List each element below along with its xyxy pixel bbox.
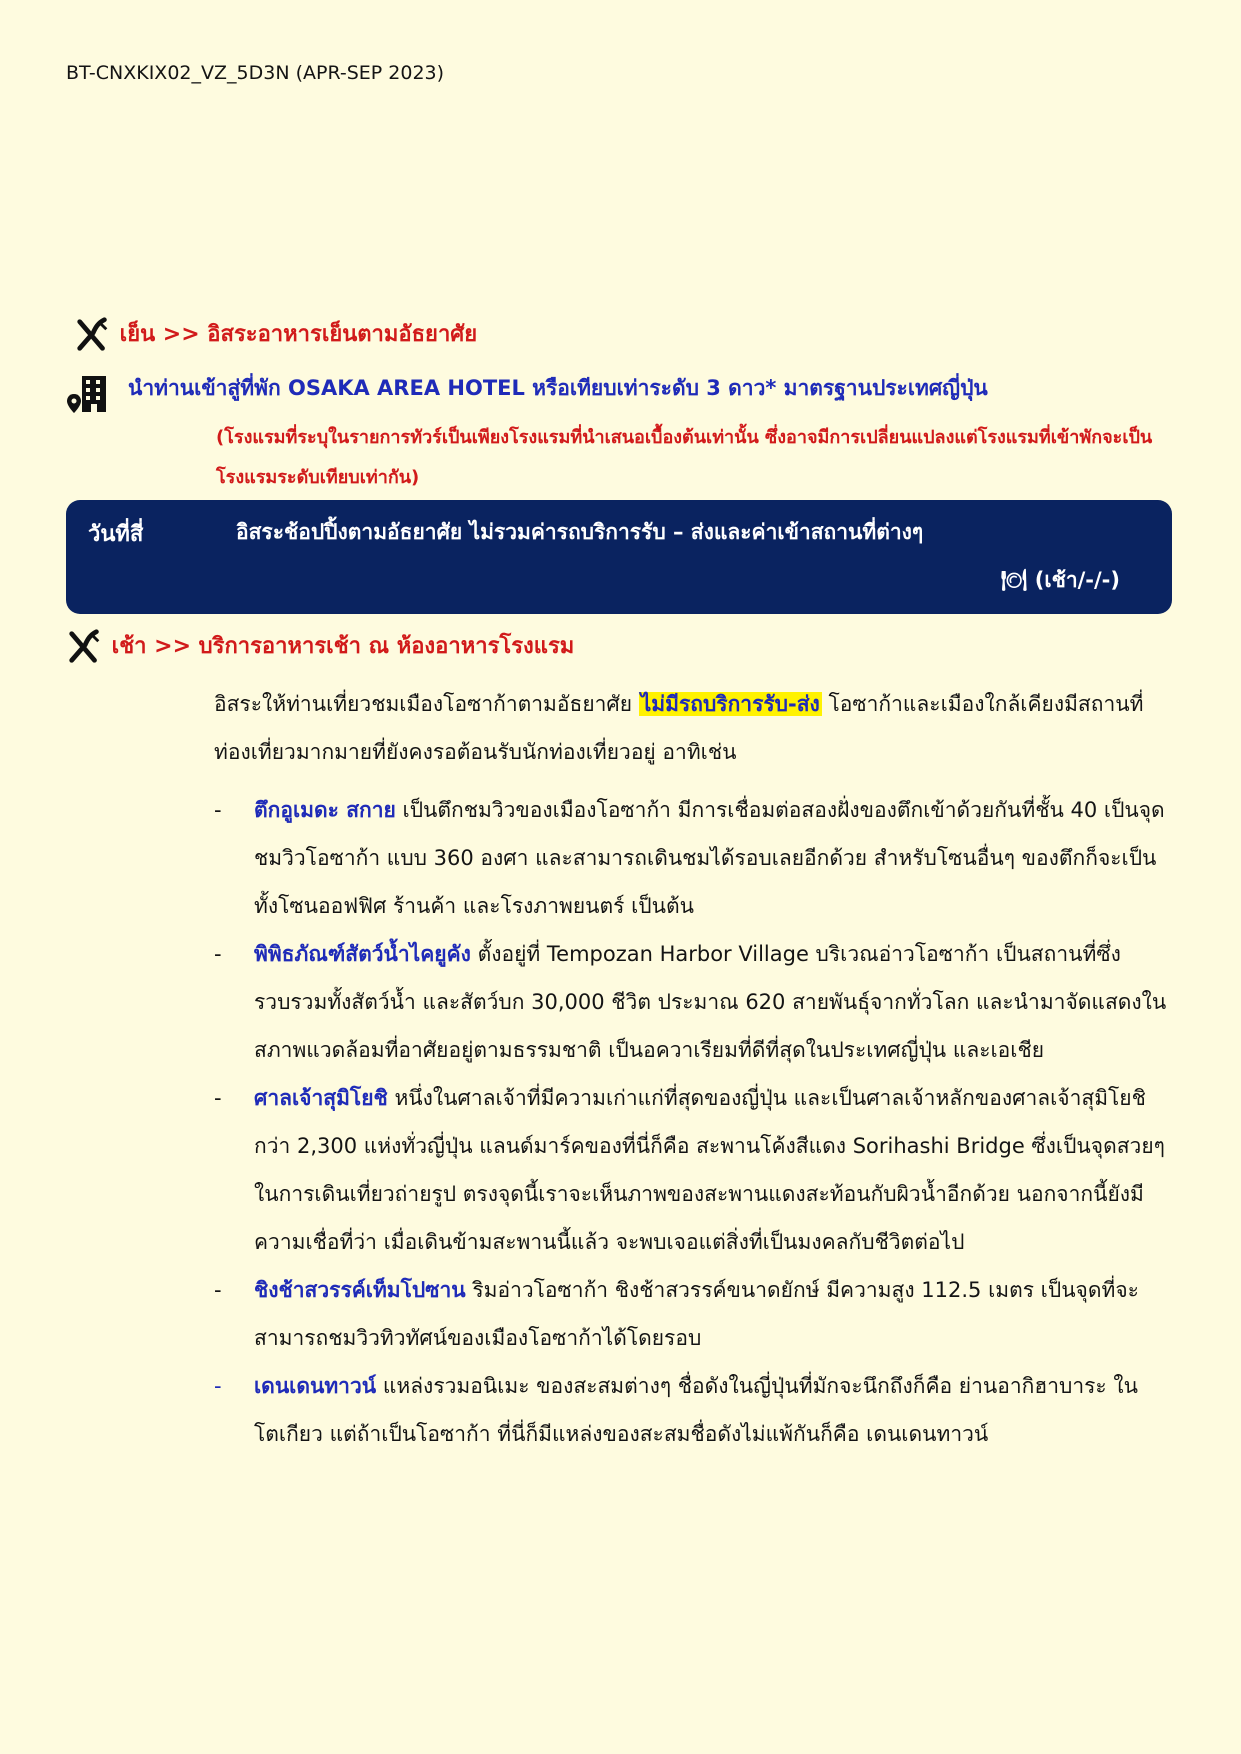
- bullet-dash: -: [214, 1086, 222, 1110]
- place-name: ชิงช้าสวรรค์เท็มโปซาน: [254, 1278, 466, 1302]
- tour-code: BT-CNXKIX02_VZ_5D3N (APR-SEP 2023): [66, 62, 445, 84]
- place-name: ศาลเจ้าสุมิโยชิ: [254, 1086, 388, 1110]
- day-label: วันที่สี่: [88, 522, 144, 547]
- place-desc: ริมอ่าวโอซาก้า ชิงช้าสวรรค์ขนาดยักษ์ มีความสูง 112.5 เมตร เป็นจุดที่จะสามารถชมวิวทิวทัศน์ของเมืองโอซาก้าได้โดยรอบ: [254, 1278, 1139, 1350]
- breakfast-line: [66, 628, 574, 666]
- place-name: เดนเดนทาวน์: [254, 1374, 377, 1398]
- place-desc: ตั้งอยู่ที่ Tempozan Harbor Village บริเวณอ่าวโอซาก้า เป็นสถานที่ซึ่งรวบรวมทั้งสัตว์น้ำ และสัตว์บก 30,000 ชีวิต ประมาณ 620 สายพันธุ์จากทั่วโลก และนำมาจัดแสดงในสภาพแวดล้อมที่อาศัยอยู่ตามธรรมชาติ เป็นอควาเรียมที่ดีที่สุดในประเทศญี่ปุ่น และเอเชีย: [254, 942, 1167, 1062]
- bullet-dash: -: [214, 1278, 222, 1302]
- day-meals: [1001, 564, 1120, 597]
- dinner-line: [74, 316, 477, 354]
- fork-knife-icon: [66, 628, 104, 666]
- hotel-note: (โรงแรมที่ระบุในรายการทัวร์เป็นเพียงโรงแรมที่นำเสนอเบื้องต้นเท่านั้น ซึ่งอาจมีการเปลี่ยนแปลงแต่โรงแรมที่เข้าพักจะเป็นโรงแรมระดับเทียบเท่ากัน): [216, 427, 1153, 488]
- place-name: พิพิธภัณฑ์สัตว์น้ำไคยูคัง: [254, 942, 471, 966]
- bullet-dash: -: [214, 1374, 222, 1398]
- bullet-dash: -: [214, 798, 222, 822]
- day-meals-text: (เช้า/-/-): [1034, 568, 1120, 592]
- day-header-bar: [66, 500, 1172, 614]
- place-name: ตึกอูเมดะ สกาย: [254, 798, 396, 822]
- day-title: อิสระช้อปปิ้งตามอัธยาศัย ไม่รวมค่ารถบริการรับ – ส่งและค่าเข้าสถานที่ต่างๆ: [236, 520, 924, 544]
- fork-knife-icon: [74, 316, 112, 354]
- places-list: [210, 786, 1174, 1458]
- intro-after: โอซาก้าและเมืองใกล้เคียงมีสถานที่ท่องเที่ยวมากมายที่ยังคงรอต้อนรับนักท่องเที่ยวอยู่ อาทิเช่น: [214, 692, 1144, 764]
- list-item: [210, 1074, 1174, 1266]
- hotel-building-icon: [66, 372, 110, 416]
- plate-icon: 🍽: [1000, 568, 1028, 592]
- place-desc: หนึ่งในศาลเจ้าที่มีความเก่าแก่ที่สุดของญี่ปุ่น และเป็นศาลเจ้าหลักของศาลเจ้าสุมิโยชิกว่า 2,300 แห่งทั่วญี่ปุ่น แลนด์มาร์คของที่นี่ก็คือ สะพานโค้งสีแดง Sorihashi Bridge ซึ่งเป็นจุดสวยๆ ในการเดินเที่ยวถ่ายรูป ตรงจุดนี้เราจะเห็นภาพของสะพานแดงสะท้อนกับผิวน้ำอีกด้วย นอกจากนี้ยังมีความเชื่อที่ว่า เมื่อเดินข้ามสะพานนี้แล้ว จะพบเจอแต่สิ่งที่เป็นมงคลกับชีวิตต่อไป: [254, 1086, 1165, 1254]
- place-desc: เป็นตึกชมวิวของเมืองโอซาก้า มีการเชื่อมต่อสองฝั่งของตึกเข้าด้วยกันที่ชั้น 40 เป็นจุดชมวิวโอซาก้า แบบ 360 องศา และสามารถเดินชมได้รอบเลยอีกด้วย สำหรับโซนอื่นๆ ของตึกก็จะเป็นทั้งโซนออฟฟิศ ร้านค้า และโรงภาพยนตร์ เป็นต้น: [254, 798, 1165, 918]
- bullet-dash: -: [214, 942, 222, 966]
- intro-paragraph: [214, 680, 1174, 776]
- hotel-text: นำท่านเข้าสู่ที่พัก OSAKA AREA HOTEL หรือเทียบเท่าระดับ 3 ดาว* มาตรฐานประเทศญี่ปุ่น: [128, 376, 988, 400]
- list-item: [210, 930, 1174, 1074]
- list-item: [210, 786, 1174, 930]
- no-transfer-highlight: ไม่มีรถบริการรับ-ส่ง: [640, 692, 820, 716]
- list-item: [210, 1362, 1174, 1458]
- breakfast-label: เช้า >> บริการอาหารเช้า ณ ห้องอาหารโรงแรม: [111, 634, 575, 659]
- list-item: [210, 1266, 1174, 1362]
- place-desc: แหล่งรวมอนิเมะ ของสะสมต่างๆ ชื่อดังในญี่ปุ่นที่มักจะนึกถึงก็คือ ย่านอากิฮาบาระ ในโตเกียว แต่ถ้าเป็นโอซาก้า ที่นี่ก็มีแหล่งของสะสมชื่อดังไม่แพ้กันก็คือ เดนเดนทาวน์: [254, 1374, 1138, 1446]
- dinner-label: เย็น >> อิสระอาหารเย็นตามอัธยาศัย: [119, 322, 478, 347]
- intro-before: อิสระให้ท่านเที่ยวชมเมืองโอซาก้าตามอัธยาศัย: [214, 692, 639, 716]
